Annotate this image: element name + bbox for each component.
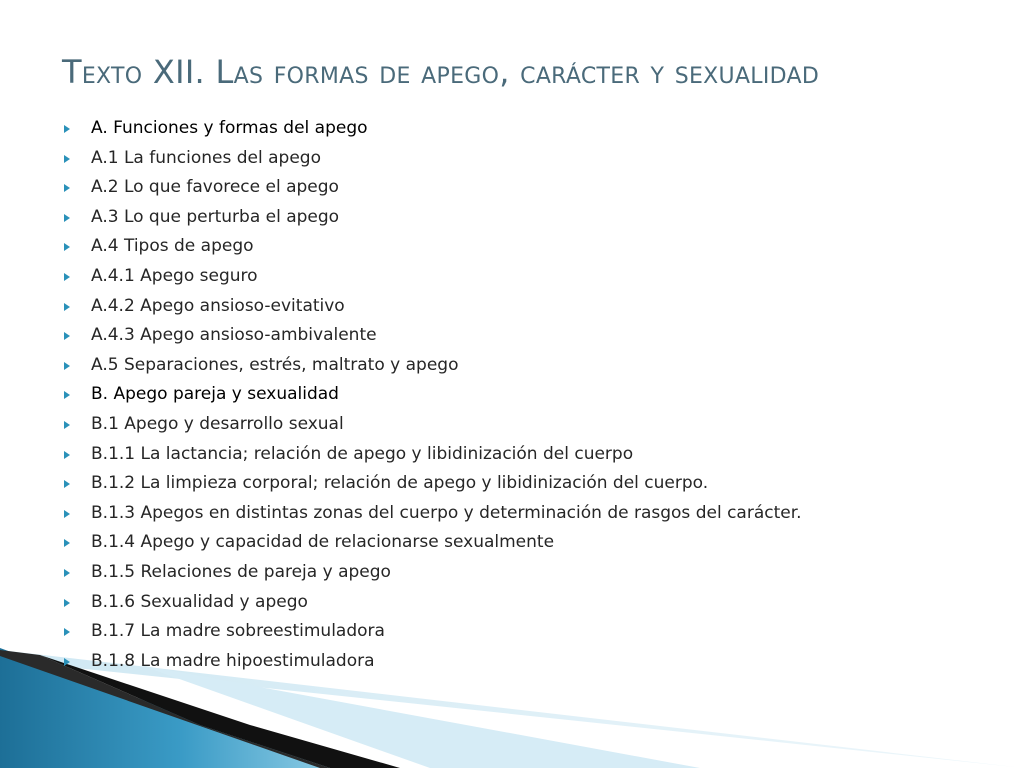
bullet-item bbox=[64, 144, 802, 174]
bullet-item bbox=[64, 528, 802, 558]
triangle-bullet-icon bbox=[64, 628, 70, 636]
bullet-item bbox=[64, 321, 802, 351]
bullet-text: B.1.5 Relaciones de pareja y apego bbox=[91, 561, 391, 582]
bullet-text: B.1.4 Apego y capacidad de relacionarse sexualmente bbox=[91, 532, 555, 553]
bullet-item bbox=[64, 617, 802, 647]
slide-title: Texto XII. Las formas de apego, carácter y sexualidad bbox=[62, 53, 820, 91]
triangle-bullet-icon bbox=[64, 480, 70, 488]
bullet-item bbox=[64, 499, 802, 529]
section-heading-item bbox=[64, 380, 802, 410]
bullet-item bbox=[64, 232, 802, 262]
bullet-text: B.1.3 Apegos en distintas zonas del cuerpo y determinación de rasgos del carácter. bbox=[91, 502, 802, 523]
bullet-item bbox=[64, 588, 802, 618]
triangle-bullet-icon bbox=[64, 569, 70, 577]
bullet-text: A.5 Separaciones, estrés, maltrato y apego bbox=[91, 354, 459, 375]
bullet-list bbox=[64, 114, 802, 676]
triangle-bullet-icon bbox=[64, 214, 70, 222]
bullet-item bbox=[64, 262, 802, 292]
triangle-bullet-icon bbox=[64, 451, 70, 459]
triangle-bullet-icon bbox=[64, 184, 70, 192]
bullet-text: B. Apego pareja y sexualidad bbox=[91, 384, 339, 405]
triangle-bullet-icon bbox=[64, 243, 70, 251]
bullet-text: A.1 La funciones del apego bbox=[91, 147, 321, 168]
bullet-item bbox=[64, 410, 802, 440]
triangle-bullet-icon bbox=[64, 303, 70, 311]
bullet-text: A.4 Tipos de apego bbox=[91, 236, 254, 257]
bullet-text: A.3 Lo que perturba el apego bbox=[91, 206, 340, 227]
bullet-item bbox=[64, 469, 802, 499]
bullet-text: B.1 Apego y desarrollo sexual bbox=[91, 413, 344, 434]
triangle-bullet-icon bbox=[64, 599, 70, 607]
triangle-bullet-icon bbox=[64, 332, 70, 340]
bullet-text: B.1.2 La limpieza corporal; relación de apego y libidinización del cuerpo. bbox=[91, 473, 709, 494]
bullet-item bbox=[64, 647, 802, 677]
triangle-bullet-icon bbox=[64, 362, 70, 370]
bullet-text: A.4.2 Apego ansioso-evitativo bbox=[91, 295, 345, 316]
bullet-text: A.4.3 Apego ansioso-ambivalente bbox=[91, 325, 377, 346]
triangle-bullet-icon bbox=[64, 539, 70, 547]
triangle-bullet-icon bbox=[64, 155, 70, 163]
triangle-bullet-icon bbox=[64, 391, 70, 399]
section-heading-item bbox=[64, 114, 802, 144]
bullet-text: A. Funciones y formas del apego bbox=[91, 118, 368, 138]
bullet-text: B.1.8 La madre hipoestimuladora bbox=[91, 650, 375, 671]
bullet-text: B.1.1 La lactancia; relación de apego y libidinización del cuerpo bbox=[91, 443, 634, 464]
triangle-bullet-icon bbox=[64, 273, 70, 281]
bullet-item bbox=[64, 173, 802, 203]
triangle-bullet-icon bbox=[64, 658, 70, 666]
bullet-item bbox=[64, 440, 802, 470]
triangle-bullet-icon bbox=[64, 125, 70, 133]
bullet-text: B.1.7 La madre sobreestimuladora bbox=[91, 621, 385, 642]
bullet-text: B.1.6 Sexualidad y apego bbox=[91, 591, 308, 612]
triangle-bullet-icon bbox=[64, 421, 70, 429]
bullet-item bbox=[64, 292, 802, 322]
bullet-item bbox=[64, 558, 802, 588]
bullet-item bbox=[64, 351, 802, 381]
bullet-item bbox=[64, 203, 802, 233]
bullet-text: A.4.1 Apego seguro bbox=[91, 265, 258, 286]
triangle-bullet-icon bbox=[64, 510, 70, 518]
bullet-text: A.2 Lo que favorece el apego bbox=[91, 177, 339, 198]
